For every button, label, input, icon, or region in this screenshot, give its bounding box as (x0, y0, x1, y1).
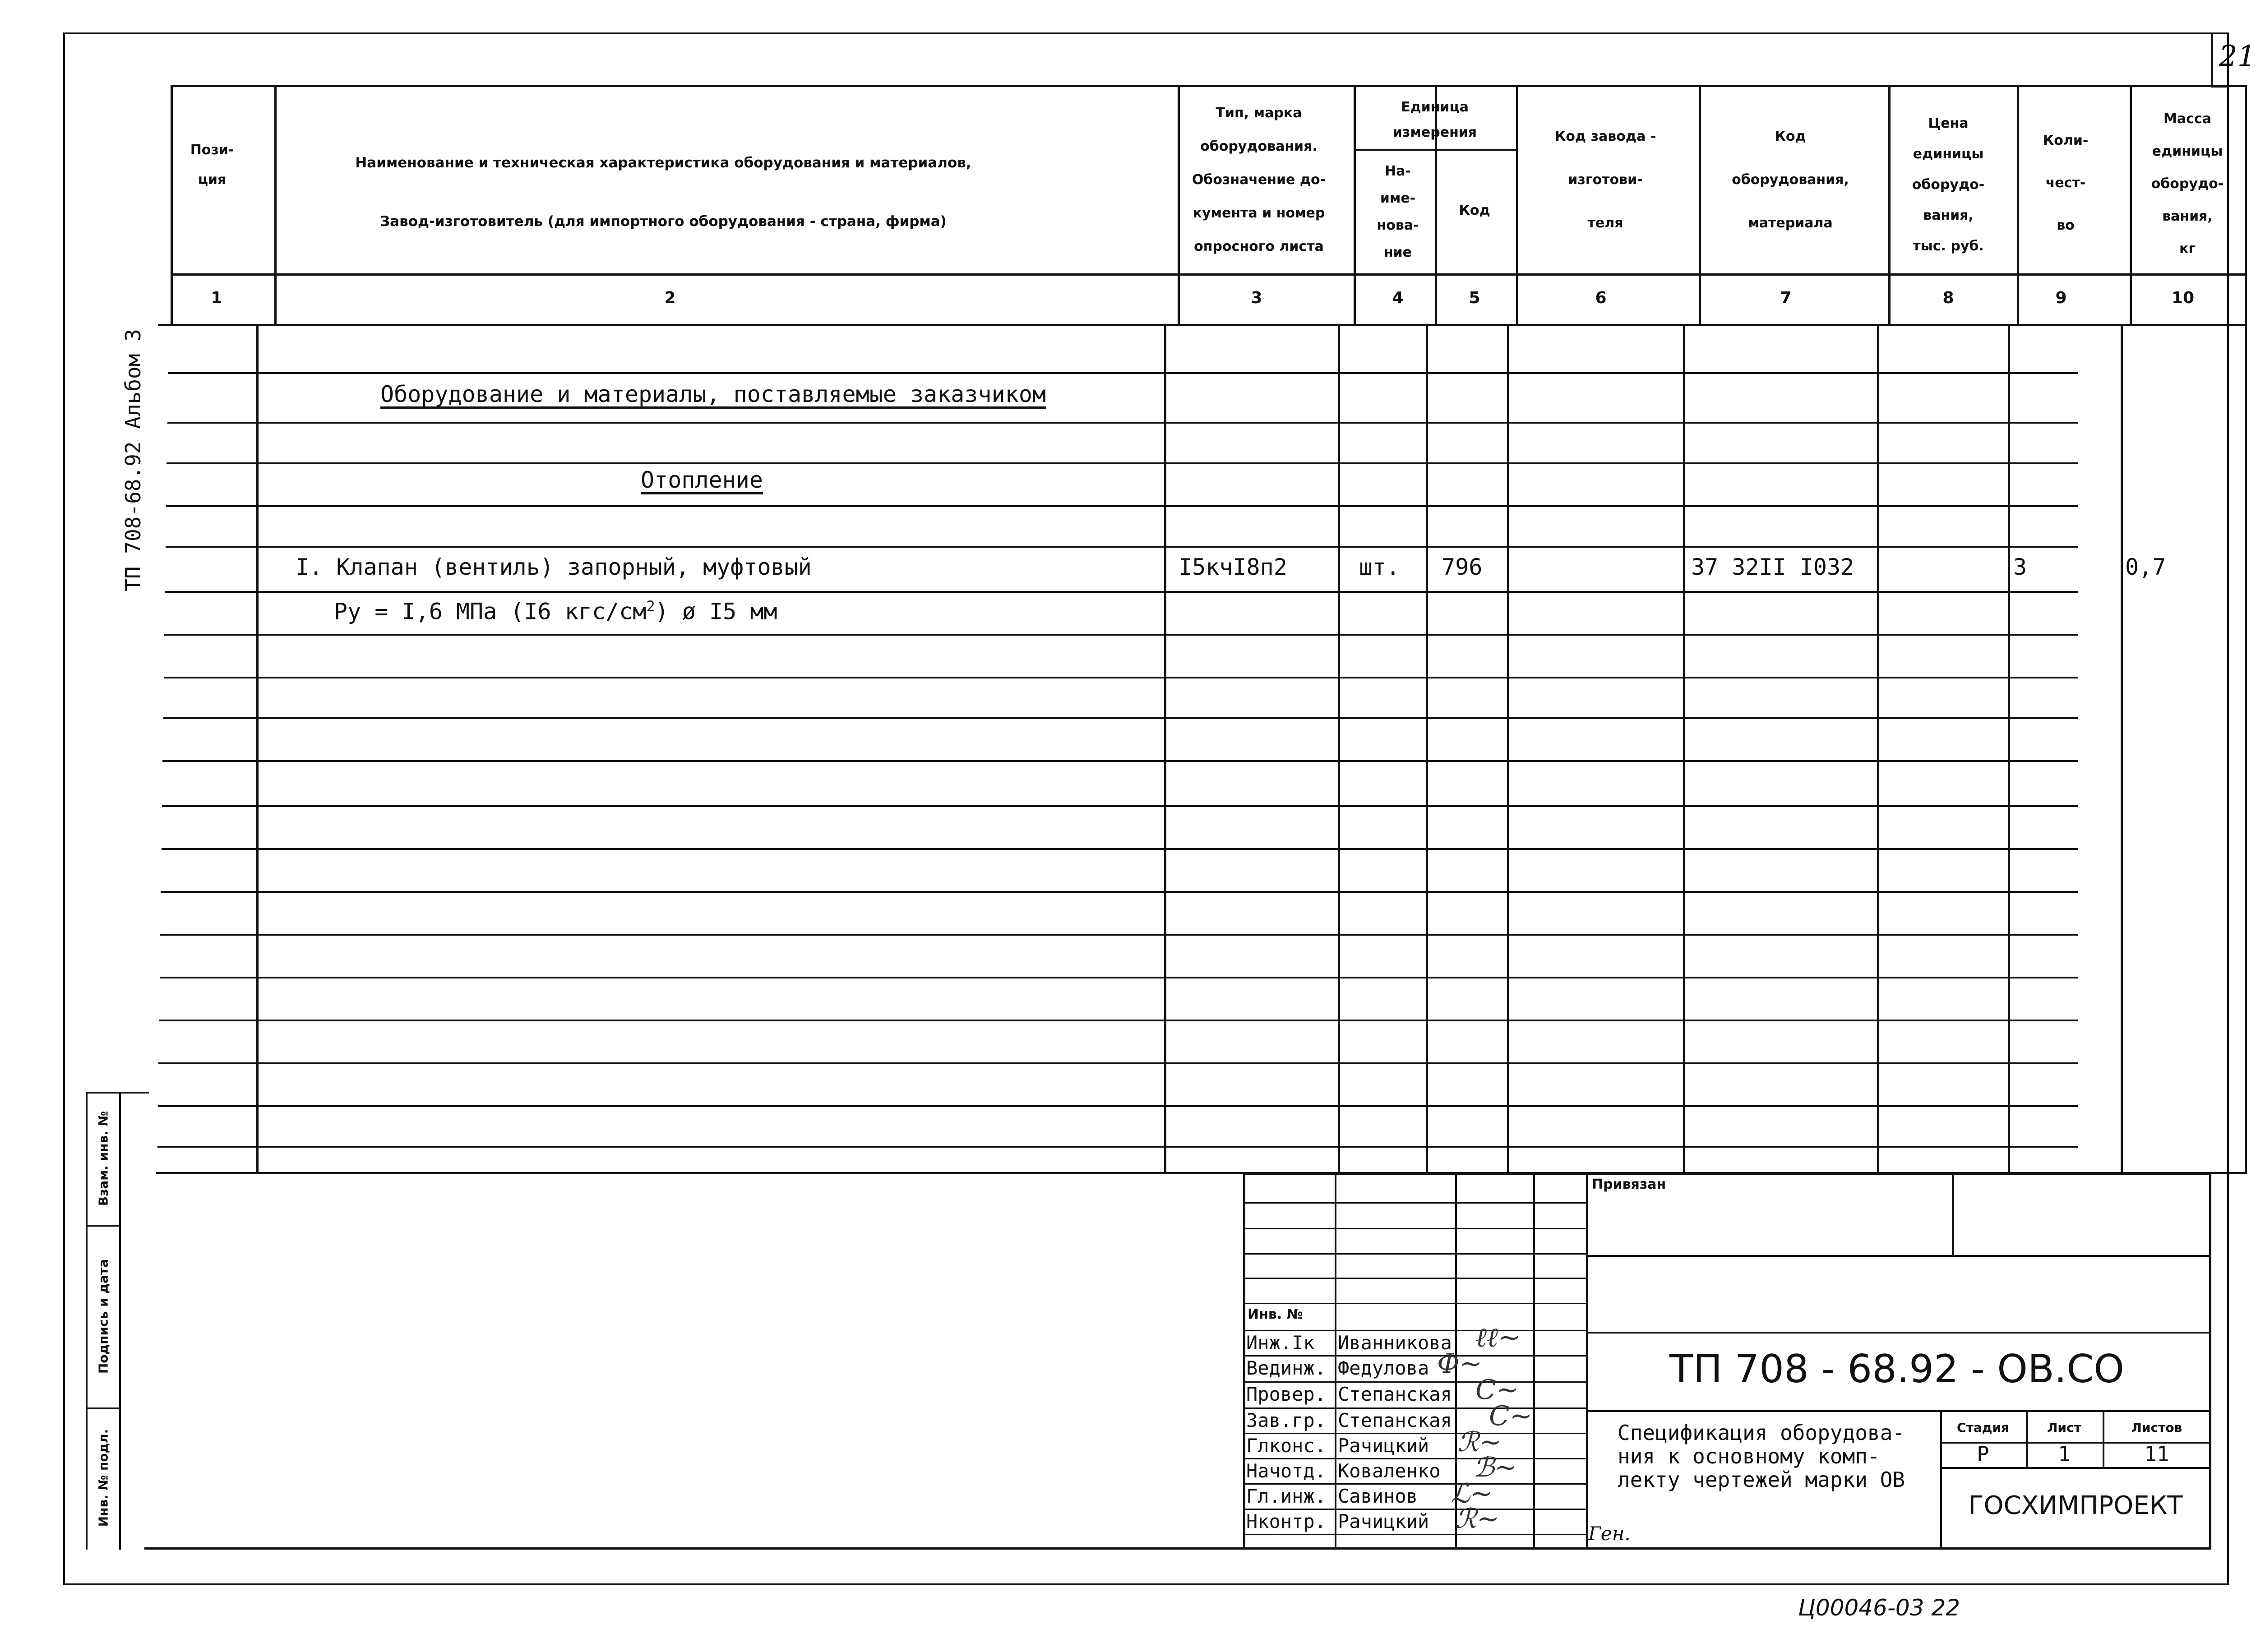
corner-mark: Ген. (1588, 1523, 1631, 1545)
signatory-name: Рачицкий (1338, 1510, 1429, 1532)
frame-right (2227, 32, 2229, 1584)
signatory-role: Гл.инж. (1246, 1485, 1327, 1507)
header-unit-group: Единица измерения (1392, 99, 1477, 140)
signature-1: ℓℓ~ (1475, 1322, 1521, 1353)
document-description: Спецификация оборудова- ния к основному комп- лекту чертежей марки ОВ (1618, 1421, 1905, 1492)
row-1-name: I. Клапан (вентиль) запорный, муфтовый (296, 554, 812, 580)
privyazan-label: Привязан (1592, 1177, 1666, 1192)
signature-8: ℛ~ (1455, 1503, 1500, 1535)
frame-bottom (63, 1583, 2229, 1585)
signatory-role: Нконтр. (1246, 1510, 1327, 1532)
signatory-name: Коваленко (1338, 1460, 1441, 1482)
row-1-code: 37 32II I032 (1691, 554, 1854, 580)
colnum-5: 5 (1469, 289, 1480, 307)
colnum-3: 3 (1251, 289, 1262, 307)
row-1-unit-code: 796 (1442, 554, 1483, 580)
signatory-role: Начотд. (1246, 1460, 1327, 1482)
stamp-podpis-data: Подпись и дата (96, 1259, 111, 1374)
document-designation: ТП 708 - 68.92 - ОВ.СО (1669, 1347, 2125, 1392)
header-col4: На- име- нова- ние (1377, 163, 1419, 260)
row-1-type: I5кчI8п2 (1179, 554, 1287, 580)
colnum-6: 6 (1595, 289, 1607, 307)
page-number: 21 (2219, 40, 2256, 73)
signatory-name: Степанская (1338, 1409, 1452, 1431)
header-col1: Пози- ция (190, 142, 234, 188)
stage-label: Стадия (1957, 1420, 2009, 1435)
subsection-title: Отопление (641, 467, 763, 493)
sheets-value: 11 (2144, 1442, 2169, 1466)
signatory-name: Федулова (1338, 1357, 1429, 1379)
inv-no-label: Инв. № (1248, 1306, 1303, 1322)
organization-name: ГОСХИМПРОЕКТ (1968, 1491, 2183, 1520)
colnum-2: 2 (664, 289, 676, 307)
header-col5: Код (1459, 203, 1490, 218)
header-col9: Коли- чест- во (2043, 133, 2089, 233)
header-col7: Код оборудования, материала (1732, 129, 1849, 231)
frame-top (63, 32, 2229, 34)
signatory-name: Рачицкий (1338, 1435, 1429, 1457)
header-col10: Масса единицы оборудо- вания, кг (2151, 111, 2224, 257)
row-1-name-line2: Ру = I,6 МПа (I6 кгс/$см^2$) ø I5 мм (334, 598, 777, 625)
signature-3: С~ (1475, 1374, 1519, 1406)
row-1-mass: 0,7 (2125, 554, 2166, 580)
header-col6: Код завода - изготови- теля (1554, 129, 1656, 231)
sheet-value: 1 (2058, 1442, 2071, 1466)
sheet-label: Лист (2047, 1420, 2081, 1435)
frame-left (63, 32, 65, 1584)
inner-right (2209, 1173, 2211, 1550)
signature-7: ℒ~ (1451, 1478, 1493, 1509)
header-col8: Цена единицы оборудо- вания, тыс. руб. (1912, 115, 1985, 254)
signature-2: Ф~ (1437, 1348, 1483, 1380)
stamp-inv-podl: Инв. № подл. (96, 1429, 111, 1527)
side-album-label: ТП 708-68.92 Альбом 3 (121, 329, 145, 591)
inner-bottom (144, 1547, 2211, 1550)
signatory-name: Савинов (1338, 1485, 1418, 1507)
signature-4: С~ (1489, 1400, 1533, 1432)
signatory-role: Инж.Iк (1246, 1332, 1315, 1354)
stamp-vzam-inv: Взам. инв. № (96, 1111, 111, 1206)
signatory-role: Глконс. (1246, 1435, 1327, 1457)
header-col3: Тип, марка оборудования. Обозначение до- кумента и номер опросного листа (1192, 105, 1326, 254)
signature-6: ℬ~ (1473, 1452, 1517, 1483)
signatory-name: Степанская (1338, 1383, 1452, 1405)
colnum-1: 1 (211, 289, 222, 307)
colnum-9: 9 (2055, 289, 2067, 307)
row-1-qty: 3 (2013, 554, 2027, 580)
row-1-unit: шт. (1359, 554, 1400, 580)
bottom-document-code: Ц00046-03 22 (1798, 1595, 1960, 1621)
header-col2: Наименование и техническая характеристика оборудования и материалов, Завод-изготовитель (для импортного оборудования - страна, фирма) (355, 155, 971, 230)
signature-5: ℛ~ (1457, 1426, 1502, 1458)
signatory-name: Иванникова (1338, 1332, 1452, 1354)
colnum-4: 4 (1392, 289, 1404, 307)
sheets-label: Листов (2131, 1420, 2182, 1435)
stage-value: Р (1977, 1442, 1989, 1466)
signatory-role: Зав.гр. (1246, 1409, 1327, 1431)
colnum-8: 8 (1942, 289, 1954, 307)
colnum-10: 10 (2171, 289, 2195, 307)
section-title: Оборудование и материалы, поставляемые заказчиком (380, 381, 1046, 407)
colnum-7: 7 (1780, 289, 1792, 307)
signatory-role: Провер. (1246, 1383, 1327, 1405)
signatory-role: Вединж. (1246, 1357, 1327, 1379)
